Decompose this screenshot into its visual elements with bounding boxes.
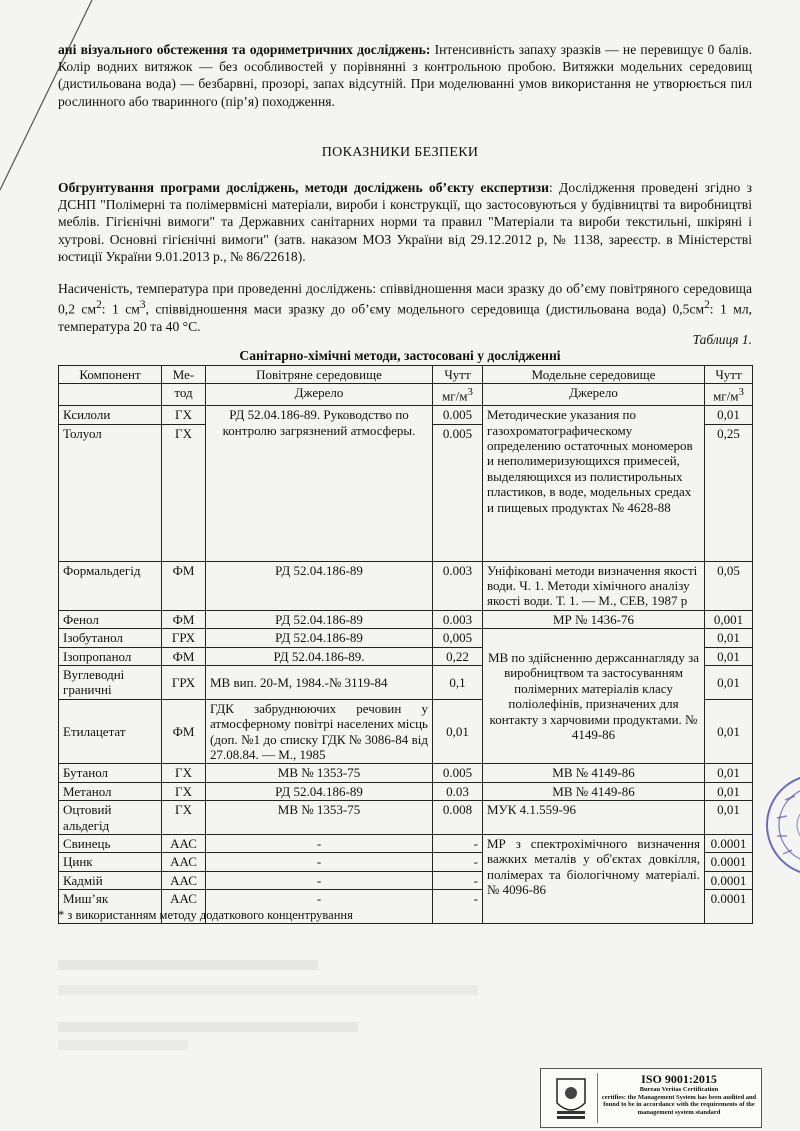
cell-sens-model: 0,01 <box>705 699 753 764</box>
cell-air-source: - <box>206 871 433 889</box>
cell-sens-air: - <box>433 890 483 924</box>
cell-sens-model: 0,05 <box>705 561 753 610</box>
bureau-veritas-logo <box>545 1073 598 1123</box>
cell-sens-air: 0.008 <box>433 801 483 835</box>
intro-paragraph <box>58 41 752 110</box>
cell-sens-air: - <box>433 835 483 853</box>
unit-model-text: мг/м <box>713 388 739 404</box>
cell-method: ААС <box>162 835 206 853</box>
cell-sens-model: 0,01 <box>705 801 753 835</box>
saturation-text-1: Насиченість, температура при проведенні досліджень: співвідношення маси зразку до об’єму повітряного середовища 0,2 см <box>58 281 752 317</box>
cell-method: ФМ <box>162 610 206 628</box>
cell-method: ФМ <box>162 699 206 764</box>
cell-method: ГХ <box>162 801 206 835</box>
faded-bleedthrough-line <box>58 1022 358 1032</box>
table-row <box>59 629 753 647</box>
cell-air-source: РД 52.04.186-89. Руководство по контролю загрязнений атмосферы. <box>206 406 433 561</box>
cell-component: Миш’як <box>59 890 162 924</box>
table-row <box>59 801 753 835</box>
methods-table <box>58 365 753 924</box>
header-unit-air <box>433 384 483 406</box>
cell-air-source: МВ вип. 20-М, 1984.-№ 3119-84 <box>206 665 433 699</box>
cell-model-source-group: МВ по здійсненню держсаннагляду за виробництвом та застосуванням полімерних матеріалів класу поліолефінів, призначених для контакту з харчовими продуктами. № 4149-86 <box>483 629 705 764</box>
table-label: Таблиця 1. <box>692 332 752 347</box>
official-stamp <box>755 770 800 880</box>
table-row <box>59 406 753 424</box>
cell-sens-air: 0,005 <box>433 629 483 647</box>
cell-method: ГРХ <box>162 665 206 699</box>
header-air: Повітряне середовище <box>206 366 433 384</box>
table-row <box>59 561 753 610</box>
table-header-row-1 <box>59 366 753 384</box>
justification-bold-lead: Обгрунтування програми досліджень, методи досліджень об’єкту експертизи <box>58 180 549 195</box>
cell-method: ААС <box>162 890 206 924</box>
cell-sens-air: 0.005 <box>433 764 483 782</box>
cell-sens-air: - <box>433 871 483 889</box>
cell-sens-model: 0,01 <box>705 647 753 665</box>
section-title: ПОКАЗНИКИ БЕЗПЕКИ <box>321 145 479 160</box>
cell-sens-model: 0.0001 <box>705 890 753 924</box>
cell-sens-model: 0,01 <box>705 406 753 424</box>
header-component: Компонент <box>59 366 162 384</box>
cell-air-source: РД 52.04.186-89 <box>206 629 433 647</box>
cell-component: Метанол <box>59 782 162 800</box>
table-header-row-2 <box>59 384 753 406</box>
cell-method: ГХ <box>162 424 206 561</box>
faded-bleedthrough-line <box>58 985 478 995</box>
cell-model-source: МР № 1436-76 <box>483 610 705 628</box>
intro-bold-lead: ані візуального обстеження та одориметричних досліджень: <box>58 42 431 57</box>
cell-component: Етилацетат <box>59 699 162 764</box>
intro-text: Інтенсивність запаху зразків — не перевищує 0 балів. Колір водних витяжок — без особливостей у порівнянні з контрольною пробою. Витяжки модельних середовищ (дистильована вода) — безбарвні, прозорі, запах відсутній. При моделюванні умов використання не утворюється пил рослинного або тваринного (пір’я) походження. <box>58 42 752 109</box>
cell-model-source: Методические указания по газохроматографическому определению остаточных мономеров и неполимеризующихся примесей, выделяющихся из полистирольных пластиков, в воде, модельных средах и пищевых продуктах № 4628-88 <box>483 406 705 561</box>
saturation-sup-3: 2 <box>704 299 710 312</box>
cell-sens-model: 0,25 <box>705 424 753 561</box>
cell-sens-model: 0,01 <box>705 764 753 782</box>
cell-sens-air: 0.003 <box>433 610 483 628</box>
cell-air-source: РД 52.04.186-89 <box>206 782 433 800</box>
header-method-top: Ме- <box>162 366 206 384</box>
cell-sens-air: 0.03 <box>433 782 483 800</box>
cell-sens-air: 0,1 <box>433 665 483 699</box>
unit-model-sup: 3 <box>738 386 744 399</box>
cell-air-source: МВ № 1353-75 <box>206 801 433 835</box>
header-source-model: Джерело <box>483 384 705 406</box>
cell-sens-model: 0.0001 <box>705 835 753 853</box>
cell-model-source: МВ № 4149-86 <box>483 764 705 782</box>
cell-air-source: МВ № 1353-75 <box>206 764 433 782</box>
cell-model-source: МВ № 4149-86 <box>483 782 705 800</box>
iso-line-2: certifies: the Management System has been audited and found to be in accordance with the requirements of the management system standard <box>601 1093 757 1116</box>
iso-certification-badge <box>540 1068 762 1128</box>
header-sens-model: Чутт <box>705 366 753 384</box>
cell-method: ГХ <box>162 782 206 800</box>
cell-air-source: РД 52.04.186-89 <box>206 561 433 610</box>
table-row <box>59 764 753 782</box>
cell-method: ФМ <box>162 561 206 610</box>
table-title: Санітарно-хімічні методи, застосовані у дослідженні <box>239 348 561 363</box>
cell-sens-model: 0.0001 <box>705 853 753 871</box>
cell-air-source: РД 52.04.186-89. <box>206 647 433 665</box>
cell-air-source: - <box>206 853 433 871</box>
cell-component: Кадмій <box>59 871 162 889</box>
cell-sens-model: 0,01 <box>705 629 753 647</box>
cell-component: Фенол <box>59 610 162 628</box>
cell-component: Оцтовий альдегід <box>59 801 162 835</box>
cell-method: ААС <box>162 853 206 871</box>
cell-component: Формальдегід <box>59 561 162 610</box>
table-row <box>59 782 753 800</box>
table-row <box>59 610 753 628</box>
cell-component: Вуглеводні граничні <box>59 665 162 699</box>
justification-paragraph <box>58 179 752 265</box>
iso-badge-text <box>601 1072 757 1116</box>
saturation-text-2: : 1 см <box>101 301 140 317</box>
iso-title: ISO 9001:2015 <box>641 1072 717 1086</box>
saturation-paragraph <box>58 280 752 335</box>
cell-model-source-metals: МР з спектрохімічного визначення важких металів у об'єктах довкілля, полімерах та біологічному матеріалі. № 4096-86 <box>483 835 705 924</box>
cell-air-source: ГДК забруднюючих речовин у атмосферному повітрі населених місць (доп. №1 до списку ГДК № 3086-84 від 27.08.84. — М., 1985 <box>206 699 433 764</box>
header-sens-air: Чутт <box>433 366 483 384</box>
cell-method: ФМ <box>162 647 206 665</box>
cell-sens-air: 0.005 <box>433 406 483 424</box>
cell-sens-model: 0,01 <box>705 782 753 800</box>
cell-component: Ізобутанол <box>59 629 162 647</box>
cell-component: Бутанол <box>59 764 162 782</box>
saturation-text-4: : 1 мл, температура 20 та 40 °С. <box>58 301 752 334</box>
cell-component: Ізопропанол <box>59 647 162 665</box>
cell-method: ГРХ <box>162 629 206 647</box>
cell-air-source: - <box>206 890 433 924</box>
faded-bleedthrough-line <box>58 960 318 970</box>
cell-component: Цинк <box>59 853 162 871</box>
cell-air-source: - <box>206 835 433 853</box>
cell-method: ГХ <box>162 764 206 782</box>
cell-sens-model: 0,001 <box>705 610 753 628</box>
cell-component: Ксилоли <box>59 406 162 424</box>
cell-sens-air: 0,01 <box>433 699 483 764</box>
cell-component: Свинець <box>59 835 162 853</box>
cell-sens-model: 0.0001 <box>705 871 753 889</box>
cell-sens-model: 0,01 <box>705 665 753 699</box>
cell-sens-air: 0.005 <box>433 424 483 561</box>
unit-air-sup: 3 <box>467 386 473 399</box>
cell-air-source: РД 52.04.186-89 <box>206 610 433 628</box>
justification-text: : Дослідження проведені згідно з ДСНП "Полімерні та полімервмісні матеріали, вироби і конструкції, що застосовуються у будівництві та виробництві меблів. Гігієнічні вимоги" та Державних санітарних норми та правил "Матеріали та вироби текстильні, шкіряні і хутрові. Основні гігієнічні вимоги" (затв. наказом МОЗ України від 29.12.2012 р, № 1138, зареєстр. в Міністерстві юстиції України 9.01.2013 р., № 86/22618). <box>58 180 752 264</box>
cell-method: ААС <box>162 871 206 889</box>
cell-sens-air: 0.003 <box>433 561 483 610</box>
saturation-sup-1: 2 <box>96 299 102 312</box>
cell-component: Толуол <box>59 424 162 561</box>
header-unit-model <box>705 384 753 406</box>
cell-model-source: Уніфіковані методи визначення якості води. Ч. 1. Методи хімічного аналізу якості води. Т. 1. — М., СЕВ, 1987 р <box>483 561 705 610</box>
header-empty <box>59 384 162 406</box>
table-footnote: * з використанням методу додаткового концентрування <box>58 908 353 922</box>
cell-model-source: МУК 4.1.559-96 <box>483 801 705 835</box>
header-model: Модельне середовище <box>483 366 705 384</box>
saturation-text-3: , співвідношення маси зразку до об’єму модельного середовища (дистильована вода) 0,5см <box>145 301 705 317</box>
table-row <box>59 835 753 853</box>
cell-sens-air: 0,22 <box>433 647 483 665</box>
saturation-sup-2: 3 <box>139 299 146 312</box>
iso-line-1: Bureau Veritas Certification <box>639 1086 719 1093</box>
unit-air-text: мг/м <box>442 388 468 404</box>
faded-bleedthrough-line <box>58 1040 188 1050</box>
header-method-bottom: тод <box>162 384 206 406</box>
cell-sens-air: - <box>433 853 483 871</box>
header-source-air: Джерело <box>206 384 433 406</box>
cell-method: ГХ <box>162 406 206 424</box>
